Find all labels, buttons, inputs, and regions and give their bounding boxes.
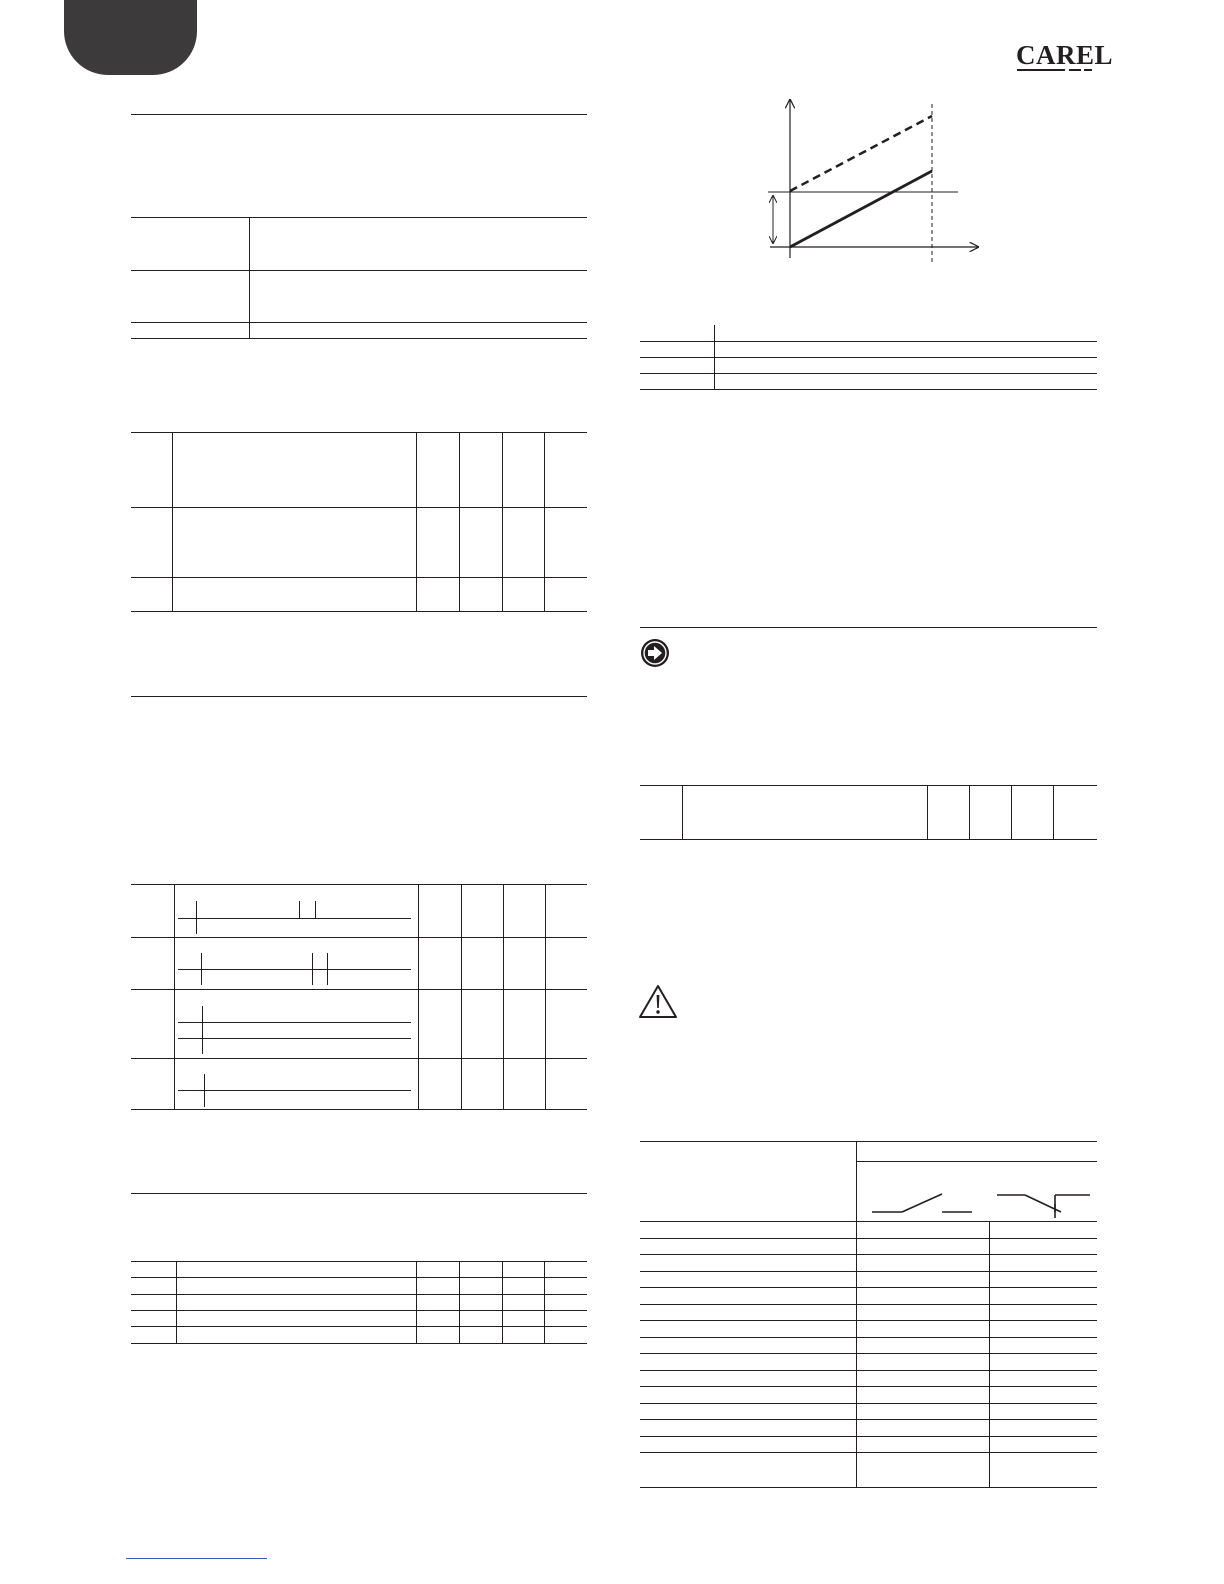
table-rule [640, 1386, 1097, 1387]
footer-link-underline [126, 1558, 267, 1559]
table-column-divider [1053, 785, 1054, 839]
section-rule [131, 696, 587, 697]
table-rule [640, 1487, 1097, 1488]
table-rule [131, 338, 587, 339]
base-curve [790, 171, 932, 247]
table-column-divider [544, 432, 545, 611]
table-column-divider [418, 884, 419, 1109]
table-rule [640, 341, 1097, 342]
table-rule [131, 432, 587, 433]
table-rule [640, 1287, 1097, 1288]
note-rule [640, 627, 1097, 628]
table-rule [131, 1261, 587, 1262]
table-rule [640, 839, 1097, 840]
table-rule [640, 785, 1097, 786]
section-rule [131, 114, 587, 115]
table-column-divider [714, 325, 715, 389]
carel-logo [1016, 38, 1114, 78]
table-rule [640, 373, 1097, 374]
table-rule [131, 1310, 587, 1311]
table-column-divider [172, 432, 173, 611]
table-rule [640, 1452, 1097, 1453]
table-rule [131, 989, 587, 990]
offset-curve [790, 116, 932, 191]
table-column-divider [989, 1221, 990, 1487]
table-column-divider [459, 432, 460, 611]
table-column-divider [927, 785, 928, 839]
table-column-divider [544, 1261, 545, 1343]
carel-logo-text: CAREL [1016, 40, 1114, 70]
table-rule [131, 507, 587, 508]
table-column-divider [502, 432, 503, 611]
table-rule [131, 322, 587, 323]
table-rule [640, 1271, 1097, 1272]
table-rule [640, 1419, 1097, 1420]
table-rule [131, 1277, 587, 1278]
warning-triangle-icon [638, 984, 678, 1020]
table-rule [640, 1403, 1097, 1404]
table-rule [640, 1254, 1097, 1255]
table-column-divider [459, 1261, 460, 1343]
table-rule [131, 270, 587, 271]
table-rule [640, 1353, 1097, 1354]
table-column-divider [416, 1261, 417, 1343]
table-column-divider [1011, 785, 1012, 839]
table-rule [131, 611, 587, 612]
corner-tab [64, 0, 197, 75]
section-rule [131, 1193, 587, 1194]
table-rule [131, 1343, 587, 1344]
table-column-divider [969, 785, 970, 839]
table-rule [131, 217, 587, 218]
table-column-divider [174, 884, 175, 1109]
table-rule [131, 1058, 587, 1059]
table-column-divider [856, 1141, 857, 1487]
table-rule [856, 1161, 1097, 1162]
table-rule [640, 1141, 1097, 1142]
table-rule [640, 1221, 1097, 1222]
relay-normally-open-symbol [870, 1190, 978, 1218]
table-rule [131, 937, 587, 938]
table-column-divider [416, 432, 417, 611]
table-rule [640, 1238, 1097, 1239]
table-rule [131, 1109, 587, 1110]
table-column-divider [502, 1261, 503, 1343]
table-rule [640, 1304, 1097, 1305]
table-column-divider [682, 785, 683, 839]
table-rule [131, 884, 587, 885]
table-rule [131, 1294, 587, 1295]
table-column-divider [545, 884, 546, 1109]
offset-diagram [760, 90, 990, 270]
table-column-divider [176, 1261, 177, 1343]
table-rule [640, 1337, 1097, 1338]
table-rule [640, 1370, 1097, 1371]
table-column-divider [461, 884, 462, 1109]
table-column-divider [503, 884, 504, 1109]
right-arrow-circle-icon [640, 638, 670, 668]
table-rule [131, 577, 587, 578]
table-rule [640, 1436, 1097, 1437]
relay-normally-closed-symbol [995, 1190, 1095, 1220]
table-rule [640, 1320, 1097, 1321]
table-rule [640, 357, 1097, 358]
table-column-divider [249, 217, 250, 338]
table-rule [131, 1326, 587, 1327]
table-rule [640, 389, 1097, 390]
